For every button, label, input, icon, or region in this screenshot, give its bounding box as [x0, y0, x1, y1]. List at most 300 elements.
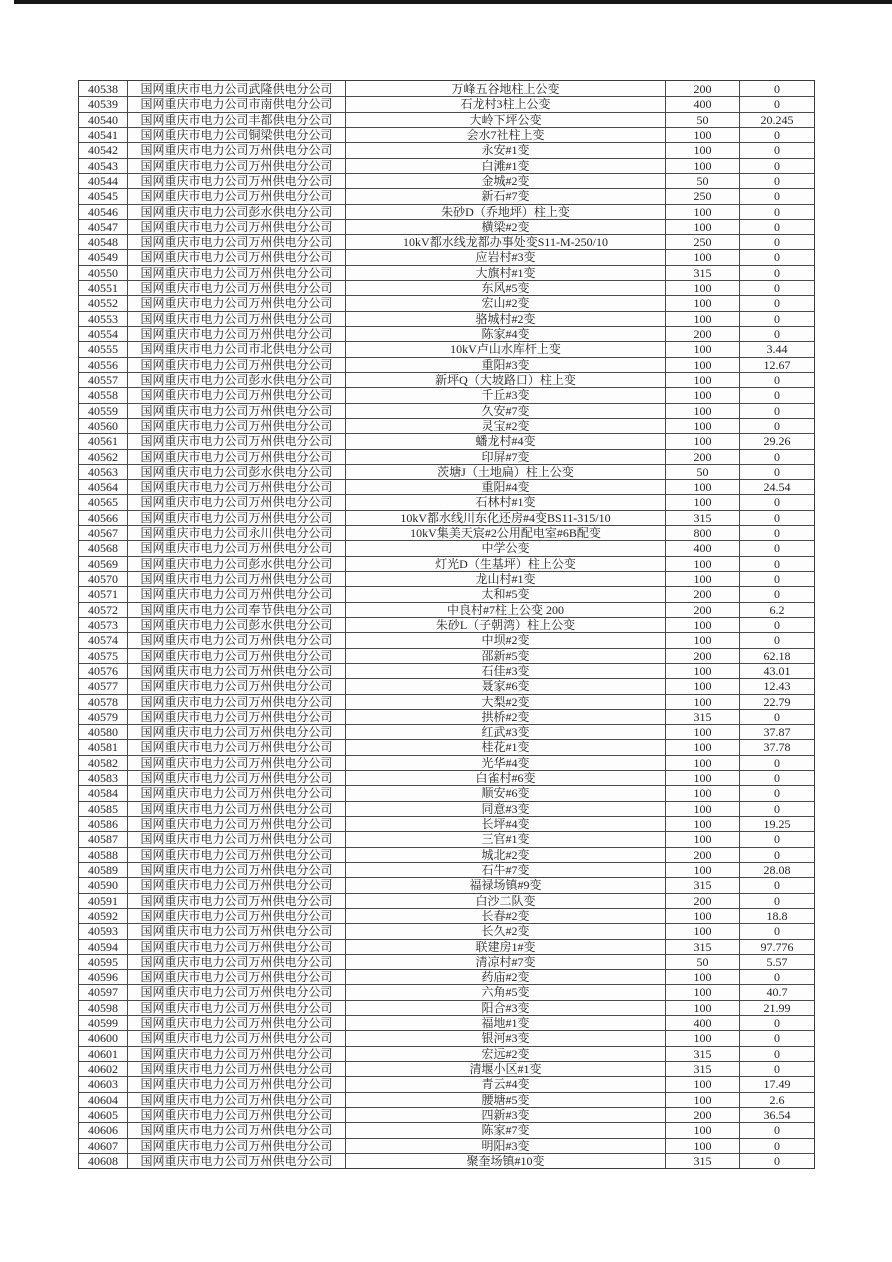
- cell-value: 0: [739, 266, 814, 280]
- cell-station-name: 城北#2变: [345, 848, 665, 862]
- cell-row-id: 40566: [88, 510, 118, 525]
- cell-station-name: 中学公变: [345, 541, 665, 555]
- cell-row-id: 40590: [88, 878, 118, 893]
- cell-value: 22.79: [739, 695, 814, 709]
- cell-row-id: 40588: [88, 847, 118, 862]
- table-row: [79, 234, 814, 249]
- cell-company: 国网重庆市电力公司万州供电分公司: [127, 894, 345, 908]
- cell-capacity: 50: [665, 174, 739, 188]
- cell-value: 12.67: [739, 358, 814, 372]
- table-row: [79, 785, 814, 800]
- table-row: [79, 694, 814, 709]
- cell-company: 国网重庆市电力公司万州供电分公司: [127, 725, 345, 739]
- cell-value: 0: [739, 541, 814, 555]
- cell-row-id: 40538: [88, 81, 118, 96]
- cell-company: 国网重庆市电力公司万州供电分公司: [127, 1047, 345, 1061]
- cell-value: 0: [739, 143, 814, 157]
- cell-station-name: 银河#3变: [345, 1031, 665, 1045]
- cell-company: 国网重庆市电力公司万州供电分公司: [127, 296, 345, 310]
- cell-row-id: 40549: [88, 250, 118, 265]
- cell-company: 国网重庆市电力公司万州供电分公司: [127, 572, 345, 586]
- cell-capacity: 400: [665, 97, 739, 111]
- cell-capacity: 200: [665, 1108, 739, 1122]
- cell-capacity: 315: [665, 266, 739, 280]
- cell-company: 国网重庆市电力公司万州供电分公司: [127, 817, 345, 831]
- cell-capacity: 200: [665, 450, 739, 464]
- cell-company: 国网重庆市电力公司万州供电分公司: [127, 1154, 345, 1168]
- cell-row-id: 40569: [88, 556, 118, 571]
- table-row: [79, 326, 814, 341]
- cell-station-name: 中良村#7柱上公变 200: [345, 603, 665, 617]
- cell-value: 97.776: [739, 940, 814, 954]
- cell-company: 国网重庆市电力公司万州供电分公司: [127, 450, 345, 464]
- cell-station-name: 印屏#7变: [345, 450, 665, 464]
- cell-station-name: 中坝#2变: [345, 633, 665, 647]
- cell-row-id: 40557: [88, 372, 118, 387]
- cell-station-name: 10kV都水线川东化还房#4变BS11-315/10: [345, 511, 665, 525]
- cell-company: 国网重庆市电力公司彭水供电分公司: [127, 557, 345, 571]
- table-row: [79, 1138, 814, 1153]
- table-row: [79, 831, 814, 846]
- table-row: [79, 81, 814, 96]
- cell-value: 2.6: [739, 1093, 814, 1107]
- cell-station-name: 石龙村3柱上公变: [345, 97, 665, 111]
- table-row: [79, 265, 814, 280]
- cell-company: 国网重庆市电力公司彭水供电分公司: [127, 465, 345, 479]
- cell-row-id: 40563: [88, 464, 118, 479]
- cell-station-name: 东风#5变: [345, 281, 665, 295]
- cell-company: 国网重庆市电力公司万州供电分公司: [127, 404, 345, 418]
- cell-company: 国网重庆市电力公司万州供电分公司: [127, 327, 345, 341]
- table-row: [79, 249, 814, 264]
- cell-row-id: 40570: [88, 572, 118, 587]
- cell-capacity: 100: [665, 985, 739, 999]
- table-row: [79, 678, 814, 693]
- cell-value: 0: [739, 81, 814, 96]
- cell-capacity: 100: [665, 495, 739, 509]
- cell-company: 国网重庆市电力公司万州供电分公司: [127, 143, 345, 157]
- cell-capacity: 100: [665, 909, 739, 923]
- cell-capacity: 100: [665, 205, 739, 219]
- cell-station-name: 腰塘#5变: [345, 1093, 665, 1107]
- cell-value: 0: [739, 786, 814, 800]
- cell-capacity: 100: [665, 664, 739, 678]
- cell-capacity: 100: [665, 1139, 739, 1153]
- cell-row-id: 40540: [88, 112, 118, 127]
- table-row: [79, 510, 814, 525]
- table-row: [79, 801, 814, 816]
- cell-station-name: 联建房1#变: [345, 940, 665, 954]
- cell-capacity: 250: [665, 189, 739, 203]
- cell-capacity: 315: [665, 940, 739, 954]
- cell-company: 国网重庆市电力公司万州供电分公司: [127, 358, 345, 372]
- cell-company: 国网重庆市电力公司万州供电分公司: [127, 1139, 345, 1153]
- table-row: [79, 403, 814, 418]
- cell-company: 国网重庆市电力公司万州供电分公司: [127, 802, 345, 816]
- cell-value: 0: [739, 296, 814, 310]
- cell-capacity: 400: [665, 541, 739, 555]
- cell-station-name: 白雀村#6变: [345, 771, 665, 785]
- cell-row-id: 40589: [88, 862, 118, 877]
- cell-row-id: 40561: [88, 434, 118, 449]
- cell-capacity: 200: [665, 894, 739, 908]
- table-row: [79, 586, 814, 601]
- cell-value: 28.08: [739, 863, 814, 877]
- cell-value: 21.99: [739, 1001, 814, 1015]
- cell-station-name: 灵宝#2变: [345, 419, 665, 433]
- cell-station-name: 久安#7变: [345, 404, 665, 418]
- cell-company: 国网重庆市电力公司万州供电分公司: [127, 878, 345, 892]
- cell-value: 5.57: [739, 955, 814, 969]
- table-row: [79, 632, 814, 647]
- cell-capacity: 100: [665, 863, 739, 877]
- cell-company: 国网重庆市电力公司万州供电分公司: [127, 863, 345, 877]
- cell-company: 国网重庆市电力公司万州供电分公司: [127, 1001, 345, 1015]
- table-row: [79, 571, 814, 586]
- cell-company: 国网重庆市电力公司万州供电分公司: [127, 220, 345, 234]
- cell-station-name: 明阳#3变: [345, 1139, 665, 1153]
- cell-company: 国网重庆市电力公司万州供电分公司: [127, 159, 345, 173]
- cell-value: 0: [739, 526, 814, 540]
- cell-station-name: 青云#4变: [345, 1077, 665, 1091]
- cell-station-name: 白沙二队变: [345, 894, 665, 908]
- cell-row-id: 40576: [88, 663, 118, 678]
- cell-station-name: 清堰小区#1变: [345, 1062, 665, 1076]
- table-row: [79, 862, 814, 877]
- cell-company: 国网重庆市电力公司万州供电分公司: [127, 955, 345, 969]
- data-table: [78, 80, 815, 1169]
- cell-row-id: 40547: [88, 219, 118, 234]
- cell-value: 0: [739, 802, 814, 816]
- table-row: [79, 357, 814, 372]
- cell-row-id: 40585: [88, 801, 118, 816]
- table-row: [79, 739, 814, 754]
- cell-value: 20.245: [739, 113, 814, 127]
- cell-capacity: 100: [665, 1093, 739, 1107]
- cell-company: 国网重庆市电力公司万州供电分公司: [127, 388, 345, 402]
- table-row: [79, 188, 814, 203]
- cell-company: 国网重庆市电力公司丰都供电分公司: [127, 113, 345, 127]
- cell-row-id: 40571: [88, 587, 118, 602]
- cell-value: 0: [739, 373, 814, 387]
- cell-value: 0: [739, 388, 814, 402]
- cell-capacity: 100: [665, 312, 739, 326]
- cell-company: 国网重庆市电力公司万州供电分公司: [127, 771, 345, 785]
- cell-value: 0: [739, 235, 814, 249]
- cell-company: 国网重庆市电力公司万州供电分公司: [127, 848, 345, 862]
- cell-company: 国网重庆市电力公司万州供电分公司: [127, 633, 345, 647]
- cell-company: 国网重庆市电力公司万州供电分公司: [127, 1031, 345, 1045]
- cell-value: 0: [739, 97, 814, 111]
- cell-value: 0: [739, 633, 814, 647]
- cell-value: 0: [739, 756, 814, 770]
- cell-capacity: 200: [665, 327, 739, 341]
- cell-company: 国网重庆市电力公司万州供电分公司: [127, 740, 345, 754]
- cell-capacity: 100: [665, 557, 739, 571]
- cell-value: 19.25: [739, 817, 814, 831]
- table-row: [79, 433, 814, 448]
- cell-capacity: 100: [665, 143, 739, 157]
- cell-capacity: 100: [665, 404, 739, 418]
- cell-capacity: 100: [665, 786, 739, 800]
- cell-station-name: 宏远#2变: [345, 1047, 665, 1061]
- cell-row-id: 40605: [88, 1107, 118, 1122]
- cell-capacity: 100: [665, 159, 739, 173]
- table-row: [79, 923, 814, 938]
- cell-station-name: 千丘#3变: [345, 388, 665, 402]
- cell-station-name: 四新#3变: [345, 1108, 665, 1122]
- cell-station-name: 10kV集美天宸#2公用配电室#6B配变: [345, 526, 665, 540]
- cell-station-name: 福禄场镇#9变: [345, 878, 665, 892]
- cell-capacity: 315: [665, 1047, 739, 1061]
- cell-value: 3.44: [739, 342, 814, 356]
- cell-company: 国网重庆市电力公司万州供电分公司: [127, 312, 345, 326]
- cell-row-id: 40587: [88, 832, 118, 847]
- cell-row-id: 40580: [88, 725, 118, 740]
- cell-capacity: 100: [665, 817, 739, 831]
- cell-company: 国网重庆市电力公司万州供电分公司: [127, 281, 345, 295]
- cell-value: 0: [739, 924, 814, 938]
- cell-capacity: 315: [665, 878, 739, 892]
- cell-value: 0: [739, 465, 814, 479]
- cell-capacity: 100: [665, 296, 739, 310]
- cell-row-id: 40584: [88, 786, 118, 801]
- cell-capacity: 50: [665, 465, 739, 479]
- cell-station-name: 宏山#2变: [345, 296, 665, 310]
- cell-value: 0: [739, 419, 814, 433]
- cell-row-id: 40591: [88, 893, 118, 908]
- cell-value: 0: [739, 771, 814, 785]
- cell-capacity: 100: [665, 388, 739, 402]
- cell-capacity: 100: [665, 832, 739, 846]
- cell-company: 国网重庆市电力公司奉节供电分公司: [127, 603, 345, 617]
- cell-capacity: 100: [665, 342, 739, 356]
- cell-value: 0: [739, 1047, 814, 1061]
- cell-row-id: 40546: [88, 204, 118, 219]
- table-row: [79, 142, 814, 157]
- cell-row-id: 40574: [88, 633, 118, 648]
- cell-station-name: 金城#2变: [345, 174, 665, 188]
- cell-station-name: 大旗村#1变: [345, 266, 665, 280]
- cell-company: 国网重庆市电力公司万州供电分公司: [127, 587, 345, 601]
- cell-value: 0: [739, 205, 814, 219]
- cell-company: 国网重庆市电力公司万州供电分公司: [127, 480, 345, 494]
- table-row: [79, 540, 814, 555]
- cell-row-id: 40593: [88, 924, 118, 939]
- cell-value: 0: [739, 174, 814, 188]
- cell-station-name: 石佳#3变: [345, 664, 665, 678]
- cell-value: 29.26: [739, 434, 814, 448]
- cell-capacity: 100: [665, 802, 739, 816]
- cell-station-name: 邵新#5变: [345, 649, 665, 663]
- cell-row-id: 40600: [88, 1031, 118, 1046]
- cell-capacity: 250: [665, 235, 739, 249]
- cell-company: 国网重庆市电力公司万州供电分公司: [127, 541, 345, 555]
- cell-station-name: 顺安#6变: [345, 786, 665, 800]
- cell-value: 0: [739, 1154, 814, 1168]
- cell-capacity: 200: [665, 587, 739, 601]
- cell-company: 国网重庆市电力公司万州供电分公司: [127, 189, 345, 203]
- table-row: [79, 311, 814, 326]
- cell-capacity: 100: [665, 618, 739, 632]
- cell-station-name: 红武#3变: [345, 725, 665, 739]
- cell-row-id: 40552: [88, 296, 118, 311]
- cell-capacity: 315: [665, 511, 739, 525]
- cell-capacity: 200: [665, 81, 739, 96]
- cell-capacity: 100: [665, 373, 739, 387]
- cell-company: 国网重庆市电力公司万州供电分公司: [127, 924, 345, 938]
- cell-row-id: 40578: [88, 694, 118, 709]
- cell-row-id: 40556: [88, 357, 118, 372]
- cell-row-id: 40596: [88, 970, 118, 985]
- cell-row-id: 40559: [88, 403, 118, 418]
- cell-row-id: 40598: [88, 1000, 118, 1015]
- cell-station-name: 会水7社柱上变: [345, 128, 665, 142]
- cell-capacity: 100: [665, 740, 739, 754]
- cell-row-id: 40579: [88, 709, 118, 724]
- cell-value: 0: [739, 557, 814, 571]
- table-row: [79, 219, 814, 234]
- table-row: [79, 770, 814, 785]
- table-row: [79, 617, 814, 632]
- cell-company: 国网重庆市电力公司万州供电分公司: [127, 495, 345, 509]
- cell-station-name: 长坪#4变: [345, 817, 665, 831]
- cell-station-name: 长春#2变: [345, 909, 665, 923]
- cell-capacity: 100: [665, 358, 739, 372]
- cell-station-name: 石林村#1变: [345, 495, 665, 509]
- cell-row-id: 40594: [88, 939, 118, 954]
- table-row: [79, 816, 814, 831]
- cell-row-id: 40592: [88, 908, 118, 923]
- cell-row-id: 40554: [88, 327, 118, 342]
- cell-row-id: 40555: [88, 342, 118, 357]
- cell-row-id: 40606: [88, 1123, 118, 1138]
- cell-company: 国网重庆市电力公司万州供电分公司: [127, 1016, 345, 1030]
- cell-value: 0: [739, 1139, 814, 1153]
- cell-capacity: 100: [665, 970, 739, 984]
- table-row: [79, 1107, 814, 1122]
- cell-row-id: 40539: [88, 97, 118, 112]
- cell-capacity: 100: [665, 250, 739, 264]
- cell-row-id: 40542: [88, 143, 118, 158]
- table-row: [79, 908, 814, 923]
- cell-value: 17.49: [739, 1077, 814, 1091]
- cell-company: 国网重庆市电力公司万州供电分公司: [127, 710, 345, 724]
- cell-value: 0: [739, 327, 814, 341]
- cell-station-name: 福地#1变: [345, 1016, 665, 1030]
- cell-company: 国网重庆市电力公司彭水供电分公司: [127, 205, 345, 219]
- cell-capacity: 100: [665, 1077, 739, 1091]
- cell-value: 0: [739, 281, 814, 295]
- cell-station-name: 茨塘J（土地扁）柱上公变: [345, 465, 665, 479]
- cell-capacity: 315: [665, 1154, 739, 1168]
- table-row: [79, 709, 814, 724]
- cell-station-name: 重阳#4变: [345, 480, 665, 494]
- cell-value: 0: [739, 587, 814, 601]
- cell-company: 国网重庆市电力公司万州供电分公司: [127, 832, 345, 846]
- cell-row-id: 40567: [88, 526, 118, 541]
- cell-company: 国网重庆市电力公司万州供电分公司: [127, 940, 345, 954]
- cell-station-name: 聚奎场镇#10变: [345, 1154, 665, 1168]
- table-row: [79, 96, 814, 111]
- table-row: [79, 663, 814, 678]
- cell-company: 国网重庆市电力公司万州供电分公司: [127, 235, 345, 249]
- cell-capacity: 100: [665, 220, 739, 234]
- cell-row-id: 40581: [88, 740, 118, 755]
- cell-company: 国网重庆市电力公司万州供电分公司: [127, 1123, 345, 1137]
- cell-row-id: 40551: [88, 281, 118, 296]
- cell-company: 国网重庆市电力公司万州供电分公司: [127, 679, 345, 693]
- cell-row-id: 40608: [88, 1153, 118, 1168]
- cell-capacity: 100: [665, 756, 739, 770]
- cell-station-name: 白滩#1变: [345, 159, 665, 173]
- table-row: [79, 1092, 814, 1107]
- cell-value: 6.2: [739, 603, 814, 617]
- cell-station-name: 清凉村#7变: [345, 955, 665, 969]
- cell-row-id: 40560: [88, 418, 118, 433]
- cell-station-name: 长久#2变: [345, 924, 665, 938]
- table-row: [79, 295, 814, 310]
- table-row: [79, 158, 814, 173]
- cell-station-name: 光华#4变: [345, 756, 665, 770]
- cell-company: 国网重庆市电力公司万州供电分公司: [127, 1093, 345, 1107]
- cell-station-name: 灯光D（生基坪）柱上公变: [345, 557, 665, 571]
- cell-station-name: 陈家#7变: [345, 1123, 665, 1137]
- cell-value: 0: [739, 848, 814, 862]
- cell-row-id: 40603: [88, 1077, 118, 1092]
- cell-station-name: 永安#1变: [345, 143, 665, 157]
- cell-row-id: 40572: [88, 602, 118, 617]
- cell-value: 0: [739, 189, 814, 203]
- table-row: [79, 449, 814, 464]
- cell-value: 0: [739, 572, 814, 586]
- cell-capacity: 200: [665, 649, 739, 663]
- cell-row-id: 40582: [88, 755, 118, 770]
- cell-capacity: 400: [665, 1016, 739, 1030]
- cell-value: 37.78: [739, 740, 814, 754]
- cell-station-name: 大岭下坪公变: [345, 113, 665, 127]
- cell-company: 国网重庆市电力公司万州供电分公司: [127, 250, 345, 264]
- cell-station-name: 拱桥#2变: [345, 710, 665, 724]
- cell-company: 国网重庆市电力公司万州供电分公司: [127, 266, 345, 280]
- table-row: [79, 494, 814, 509]
- table-row: [79, 387, 814, 402]
- cell-value: 0: [739, 1031, 814, 1045]
- cell-capacity: 200: [665, 603, 739, 617]
- cell-value: 36.54: [739, 1108, 814, 1122]
- cell-row-id: 40550: [88, 265, 118, 280]
- cell-capacity: 100: [665, 480, 739, 494]
- cell-row-id: 40607: [88, 1138, 118, 1153]
- cell-company: 国网重庆市电力公司万州供电分公司: [127, 756, 345, 770]
- table-row: [79, 112, 814, 127]
- cell-company: 国网重庆市电力公司万州供电分公司: [127, 664, 345, 678]
- cell-capacity: 100: [665, 1001, 739, 1015]
- cell-row-id: 40564: [88, 480, 118, 495]
- cell-station-name: 横梁#2变: [345, 220, 665, 234]
- cell-company: 国网重庆市电力公司市南供电分公司: [127, 97, 345, 111]
- table-row: [79, 280, 814, 295]
- cell-value: 0: [739, 832, 814, 846]
- cell-company: 国网重庆市电力公司万州供电分公司: [127, 1077, 345, 1091]
- scan-edge-bar: [14, 0, 892, 4]
- cell-value: 0: [739, 450, 814, 464]
- cell-station-name: 龙山村#1变: [345, 572, 665, 586]
- cell-station-name: 新石#7变: [345, 189, 665, 203]
- cell-company: 国网重庆市电力公司万州供电分公司: [127, 786, 345, 800]
- cell-row-id: 40586: [88, 817, 118, 832]
- cell-company: 国网重庆市电力公司万州供电分公司: [127, 511, 345, 525]
